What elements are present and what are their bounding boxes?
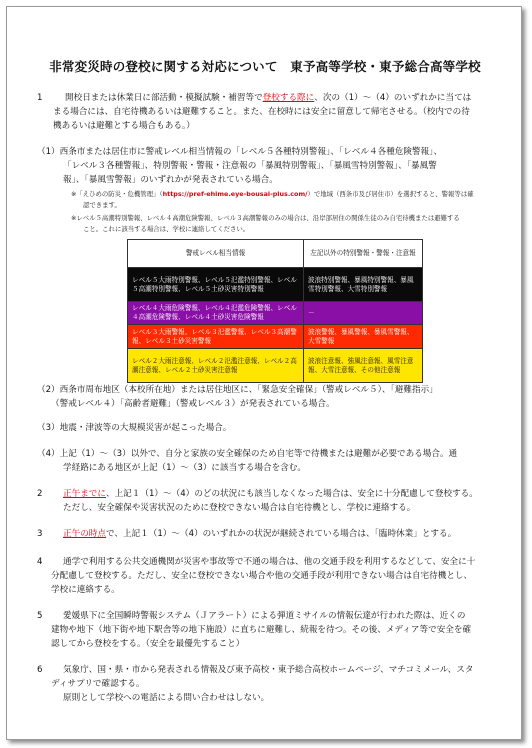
- para-4-line-1: 通学で利用する公共交通機関が災害や事故等で不通の場合は、他の交通手段を利用するなどして、安全に十: [63, 557, 476, 567]
- para-5-line-1: 愛媛県下に全国瞬時警報システム（Ｊアラート）による弾道ミサイルの情報伝達が行われた際は、近くの: [63, 611, 466, 621]
- para-1-line-3: 機あるいは避難とする場合もある。）: [53, 121, 195, 131]
- note-1: [71, 189, 474, 199]
- table-cell-level-5: レベル５大雨特別警報、レベル５氾濫特別警報、レベル５高潮特別警報、レベル５土砂災害特別警報: [128, 268, 304, 302]
- para-6-line-2: ディサプリで確認する。: [51, 679, 145, 689]
- para-1-line-1: [65, 91, 471, 105]
- note-1-line-2: 認できます。: [83, 201, 121, 209]
- note-1-text: ※「えひめの防災・危機管理」（: [71, 190, 163, 198]
- para-6-line-1: 気象庁、国・県・市から発表される情報及び東予高校・東予総合高校ホームページ、マチコミメール、スタ: [63, 665, 474, 675]
- para-2-number: 2: [37, 489, 43, 499]
- para-6-line-3: 原則として学校への電話による問い合わせはしない。: [63, 693, 270, 703]
- para-2-text: 、上記１（1）～（4）のどの状況にも該当しなくなった場合は、安全に十分配慮して登校する。: [105, 489, 478, 499]
- table-row-level-2: [128, 349, 423, 383]
- section-4-line-1: （4）上記（1）～（3）以外で、自分と家族の安全確保のため自宅等で待機または避難が必要である場合。通: [37, 449, 458, 459]
- para-3-line-1: [63, 527, 456, 541]
- section-2-line-2: （警戒レベル４）「高齢者避難」（警戒レベル３）が発表されている場合。: [51, 399, 335, 409]
- section-4-line-2: 学経路にある地区が上記（1）～（3）に該当する場合を含む。: [63, 463, 306, 473]
- para-1-text: 開校日または休業日に部活動・模擬試験・補習等で: [65, 93, 263, 103]
- bousai-link[interactable]: https://pref-ehime.eye-bousai-plus.com/: [162, 190, 308, 198]
- para-5-line-3: 認してから登校をする。（安全を最優先すること）: [51, 639, 245, 649]
- table-cell-level-4: レベル４大雨危険警報、レベル４氾濫危険警報、レベル４高潮危険警報、レベル４土砂災害危険警報: [128, 302, 304, 325]
- table-cell-other-4: －: [304, 302, 423, 325]
- table-cell-other-5: 波浪特別警報、暴風特別警報、暴風雪特別警報、大雪特別警報: [304, 268, 423, 302]
- para-3-text: で、上記１（1）～（4）のいずれかの状況が継続されている場合は、「臨時休業」とする。: [105, 529, 457, 539]
- para-2-line-2: ただし、安全確保や災害状況のために登校できない場合は自宅待機とし、学校に連絡する。: [63, 503, 416, 513]
- table-cell-other-3: 波浪警報、暴風警報、暴風雪警報、大雪警報: [304, 325, 423, 349]
- para-1-number: 1: [37, 93, 43, 103]
- para-2-emphasis: 正午までに: [63, 489, 106, 499]
- table-row-level-5: [128, 268, 423, 302]
- table-row-level-3: [128, 325, 423, 349]
- para-5-line-2: 建物や地下（地下街や地下駅舎等の地下施設）に直ちに避難し、続報を待つ。その後、メディア等で安全を確: [51, 625, 472, 635]
- para-1-line-2: まる場合には、自宅待機あるいは避難すること。また、在校時には安全に留意して帰宅させる。（校内での待: [53, 107, 470, 117]
- para-1-emphasis: 登校する際に: [262, 93, 315, 103]
- para-3-number: 3: [37, 529, 43, 539]
- document-page: [6, 6, 522, 740]
- warning-level-table: [127, 239, 423, 383]
- section-1-line-3: 報」、「暴風雪警報」のいずれかが発表されている場合。: [63, 175, 278, 185]
- document-title: 非常変災時の登校に関する対応について 東予高等学校・東予総合高等学校: [49, 59, 481, 74]
- table-header-other: 左記以外の特別警報・警報・注意報: [304, 240, 423, 268]
- para-5-number: 5: [37, 611, 43, 621]
- note-2-line-2: こと。これに該当する場合は、学校に連絡してください。: [83, 225, 250, 233]
- para-1-text-cont: 、次の（1）～（4）のいずれかに当ては: [314, 93, 472, 103]
- section-3: （3）地震・津波等の大規模災害が起こった場合。: [37, 423, 232, 433]
- para-4-line-3: 学校に連絡する。: [51, 585, 120, 595]
- section-1-line-2: 「レベル３各種警報」、特別警報・警報・注意報の「暴風特別警報」、「暴風雪特別警報」、「暴風警: [63, 161, 437, 171]
- table-cell-other-2: 波浪注意報、強風注意報、風雪注意報、大雪注意報、その他注意報: [304, 349, 423, 383]
- para-3-emphasis: 正午の時点: [63, 529, 106, 539]
- note-1-text-cont: ）で地域（西条市及び居住市）を選択すると、警報等は確: [307, 190, 474, 198]
- para-4-number: 4: [37, 557, 43, 567]
- para-6-number: 6: [37, 665, 43, 675]
- section-1-line-1: （1）西条市または居住市に警戒レベル相当情報の「レベル５各種特別警報」、「レベル４各種危険警報」、: [37, 147, 443, 157]
- note-2: ※レベル５高潮特別警報、レベル４高潮危険警報、レベル３高潮警報のみの場合は、沿岸部居住の関係生徒のみ自宅待機または避難する: [71, 214, 460, 222]
- table-header-level: 警戒レベル相当情報: [128, 240, 304, 268]
- para-4-line-2: 分配慮して登校する。ただし、安全に登校できない場合や他の交通手段が利用できない場合は自宅待機とし、: [51, 571, 473, 581]
- table-cell-level-3: レベル３大雨警報、レベル３氾濫警報、レベル３高潮警報、レベル３土砂災害警報: [128, 325, 304, 349]
- table-cell-level-2: レベル２大雨注意報、レベル２氾濫注意報、レベル２高潮注意報、レベル２土砂災害注意報: [128, 349, 304, 383]
- table-row-level-4: [128, 302, 423, 325]
- section-2-line-1: （2）西条市周布地区（本校所在地）または居住地区に、「緊急安全確保」（警戒レベル５）、「避難指示」: [37, 385, 438, 395]
- para-2-line-1: [63, 487, 478, 501]
